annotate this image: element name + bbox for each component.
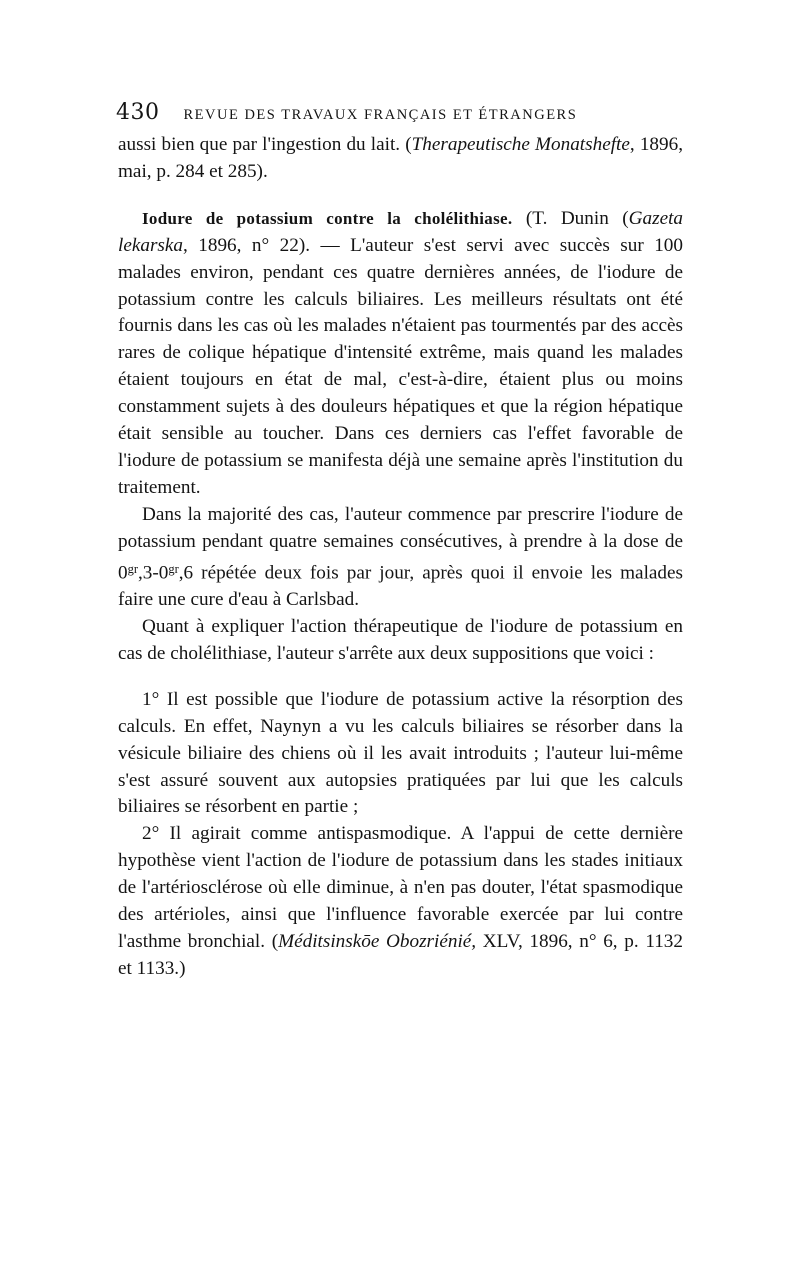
- paragraph-dosage: Dans la majorité des cas, l'auteur commence par prescrire l'iodure de potassium pendant quatre semaines consécutives, à prendre à la dose de $0^{gr},3-0^{gr},6$ répétée deux fois par jour, après quoi il envoie les malades faire une cure d'eau à Carlsbad.: [118, 503, 683, 611]
- article-title: Iodure de potassium contre la cholélithiase.: [142, 208, 513, 228]
- page-body: [118, 132, 683, 983]
- journal-title: Therapeutische Monatshefte: [411, 134, 630, 155]
- article-paragraph: Iodure de potassium contre la cholélithiase. (T. Dunin (Gazeta lekarska, 1896, n° 22). — L'auteur s'est servi avec succès sur 100 malades environ, pendant ces quatre dernières années, de l'iodure de potassium contre les calculs biliaires. Les meilleurs résultats ont été fournis dans les cas où les malades n'étaient pas tourmentés par des accès rares de colique hépatique d'intensité extrême, mais quand les malades étaient toujours en état de mal, c'est-à-dire, étaient plus ou moins constamment sujets à des douleurs hépatiques et que la région hépatique était sensible au toucher. Dans ces derniers cas l'effet favorable de l'iodure de potassium se manifesta déjà une semaine après l'institution du traitement.: [118, 207, 684, 498]
- paragraph-hypothesis-1: 1° Il est possible que l'iodure de potassium active la résorption des calculs. En effet, Naynyn a vu les calculs biliaires se résorber dans la vésicule biliaire des chiens où il les avait introduits ; l'auteur lui-même s'est assuré souvent aux autopsies pratiquées par lui que les calculs biliaires se résorbent en partie ;: [118, 688, 683, 818]
- journal-title: Méditsinskōe Obozriénié,: [278, 930, 477, 952]
- journal-title: Gazeta lekarska: [118, 207, 684, 256]
- page-number: 430: [116, 100, 160, 125]
- running-head: REVUE DES TRAVAUX FRANÇAIS ET ÉTRANGERS: [183, 107, 578, 123]
- document-page: [118, 100, 683, 983]
- paragraph-continuation: aussi bien que par l'ingestion du lait. (Therapeutische Monatshefte, 1896, mai, p. 284 et 285).: [118, 134, 684, 182]
- paragraph-hypothesis-2: 2° Il agirait comme antispasmodique. A l'appui de cette dernière hypothèse vient l'action de l'iodure de potassium dans les stades initiaux de l'artériosclérose où elle diminue, à n'en pas douter, l'état spasmodique des artérioles, ainsi que l'influence favorable exercée par lui contre l'asthme bronchial. (Méditsinskōe Obozriénié, XLV, 1896, n° 6, p. 1132 et 1133.): [118, 823, 683, 979]
- paragraph-hypotheses-intro: Quant à expliquer l'action thérapeutique de l'iodure de potassium en cas de cholélithiase, l'auteur s'arrête aux deux suppositions que voici :: [118, 616, 683, 664]
- page-header: [116, 100, 683, 132]
